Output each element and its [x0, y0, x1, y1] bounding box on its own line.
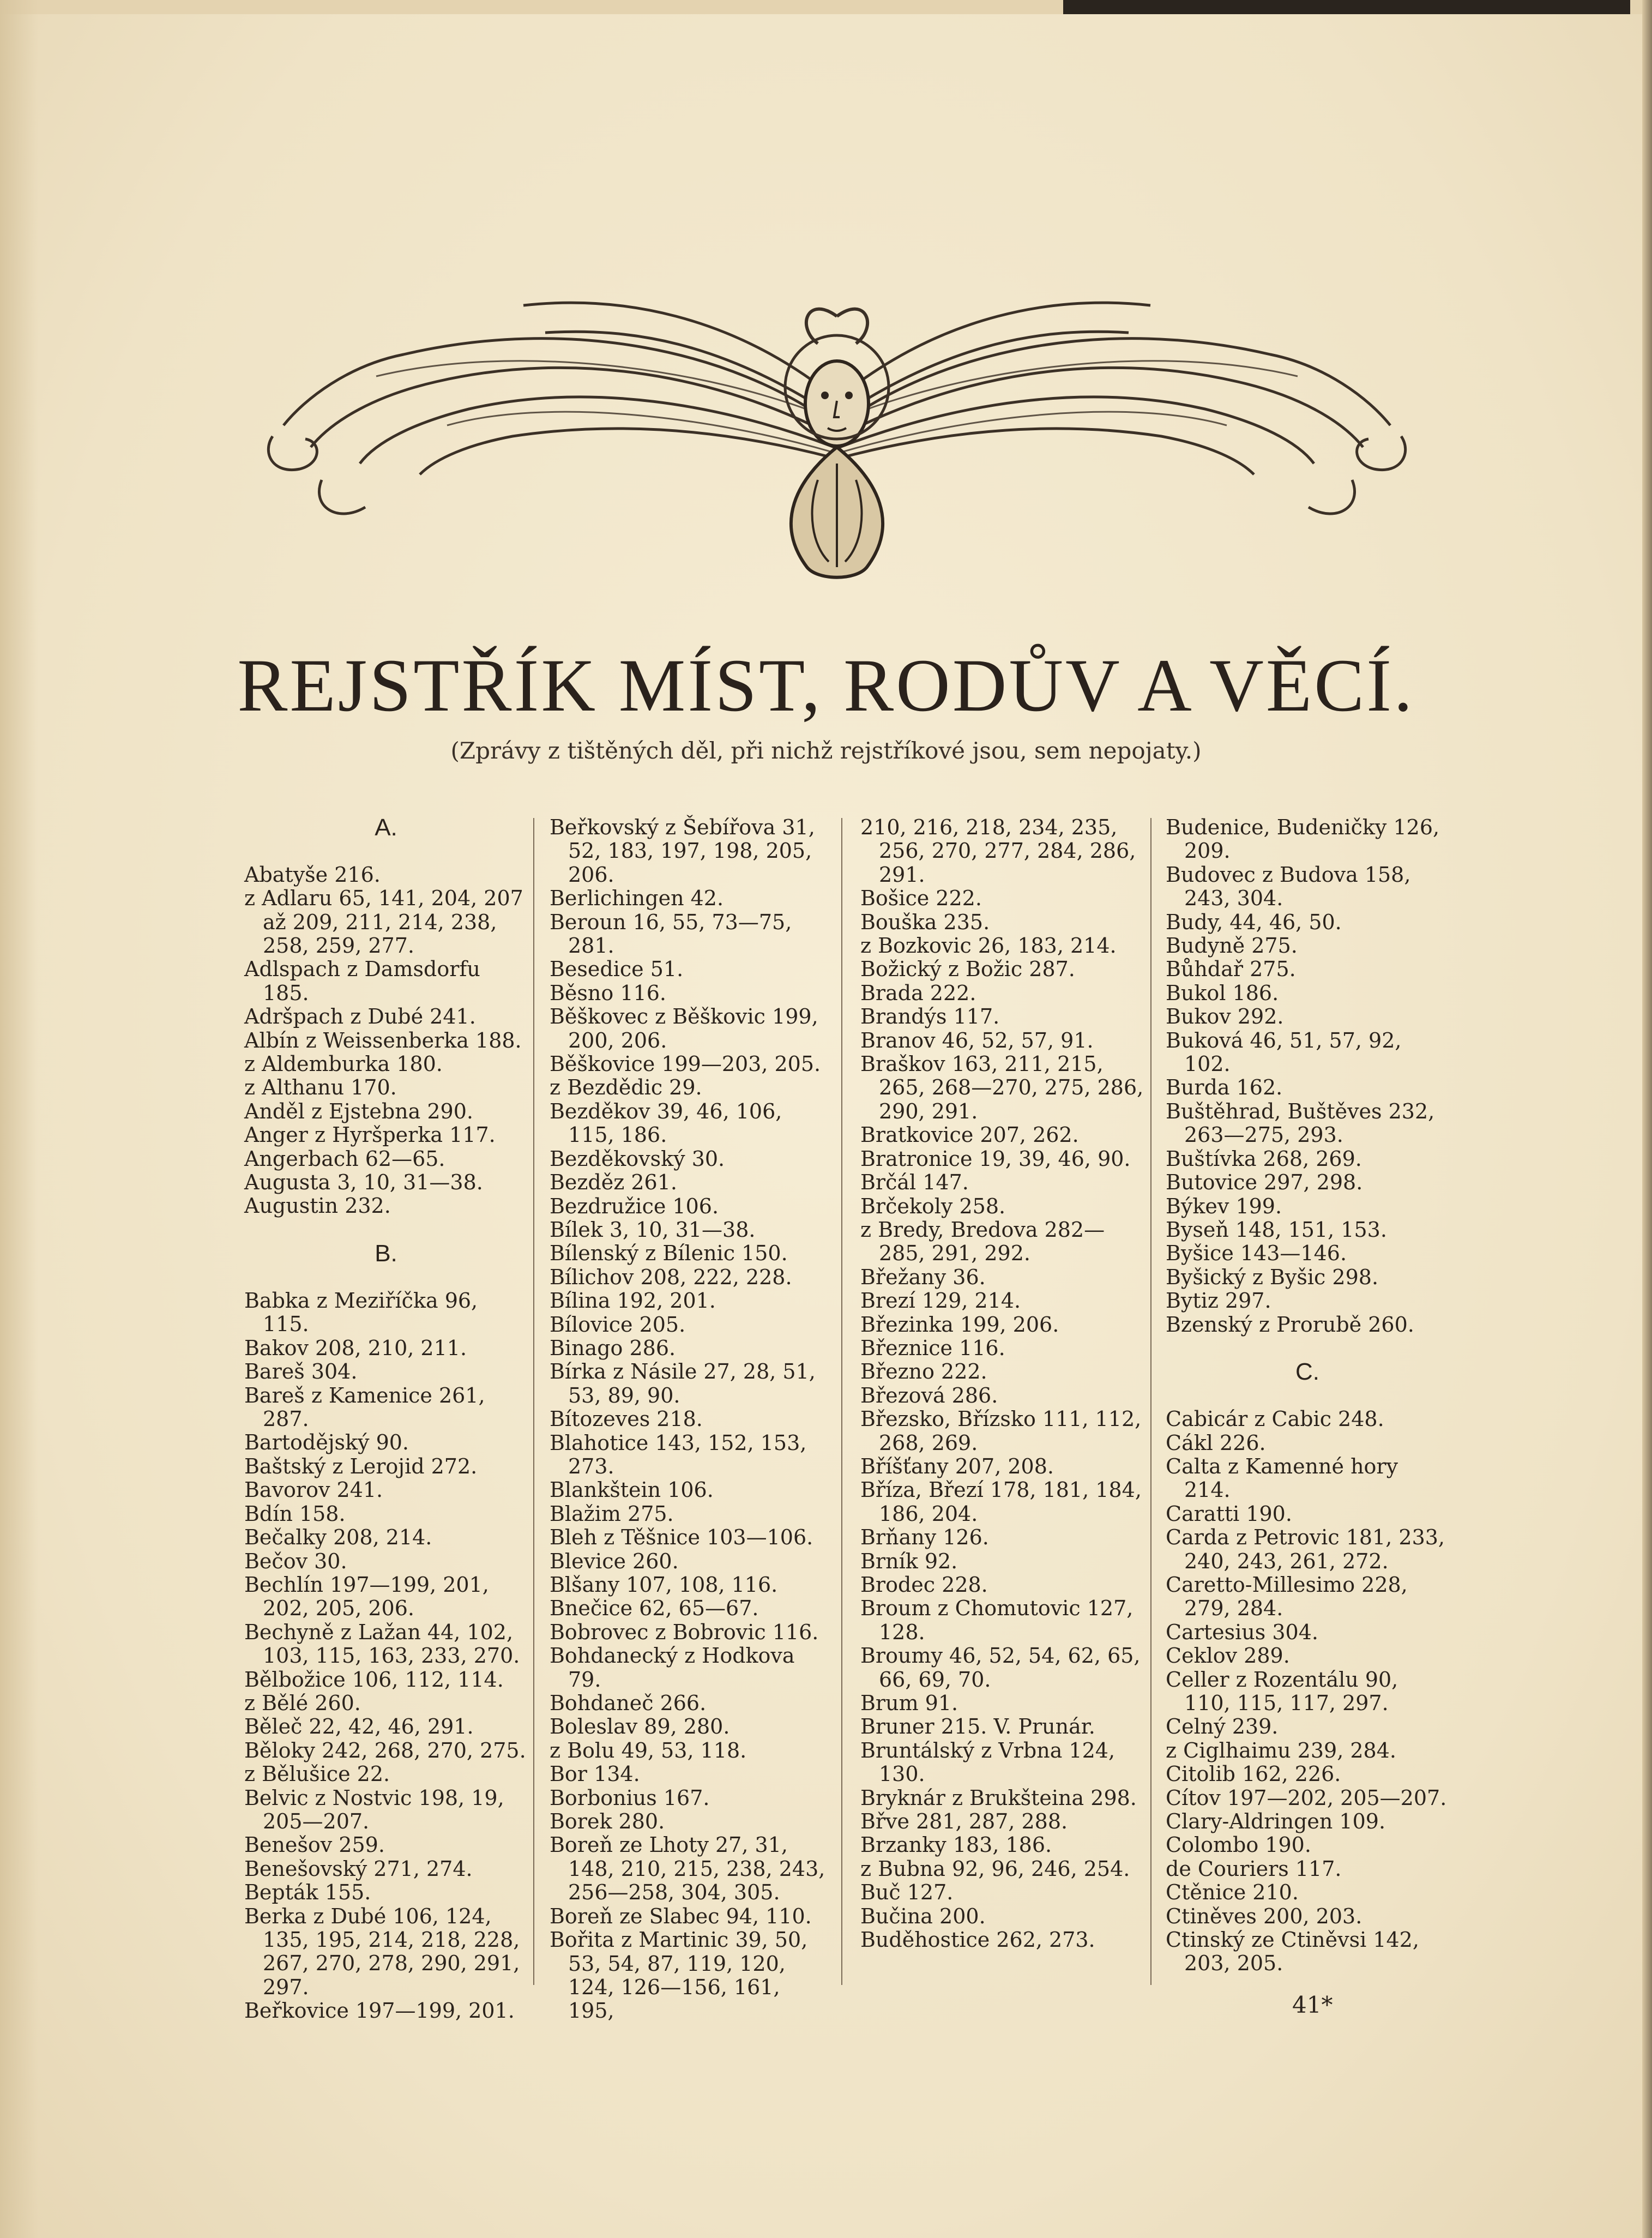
index-entry: Budy, 44, 46, 50.	[1166, 910, 1342, 934]
index-entry: Bříšťany 207, 208.	[860, 1454, 1054, 1478]
index-entry: Buková 46, 51, 57, 92, 102.	[1166, 1028, 1402, 1076]
index-entry: Adršpach z Dubé 241.	[244, 1004, 476, 1029]
index-entry: Bor 134.	[550, 1762, 640, 1786]
index-entry: z Bozkovic 26, 183, 214.	[860, 934, 1117, 958]
index-entry: Carda z Petrovic 181, 233, 240, 243, 261, 272.	[1166, 1525, 1445, 1573]
index-entry: Bdín 158.	[244, 1501, 346, 1526]
index-entry: Bříza, Březí 178, 181, 184, 186, 204.	[860, 1478, 1142, 1526]
page-title: REJSTŘÍK MÍST, RODŮV A VĚCÍ.	[237, 643, 1415, 727]
index-entry: Angerbach 62—65.	[244, 1146, 445, 1171]
index-entry: Borbonius 167.	[550, 1785, 710, 1810]
index-entry: Ceklov 289.	[1166, 1644, 1290, 1668]
index-entry: Bechlín 197—199, 201, 202, 205, 206.	[244, 1572, 489, 1621]
page-subtitle: (Zprávy z tištěných děl, při nichž rejstříkové jsou, sem nepojaty.)	[450, 737, 1202, 764]
index-entry: Caratti 190.	[1166, 1501, 1292, 1526]
index-entry: Celný 239.	[1166, 1714, 1279, 1739]
section-letter: A.	[375, 814, 397, 841]
index-entry: Cákl 226.	[1166, 1430, 1266, 1455]
index-entry: Běsno 116.	[550, 980, 666, 1005]
index-entry: Brčál 147.	[860, 1170, 969, 1195]
scan-border	[1063, 0, 1630, 14]
index-entry: 210, 216, 218, 234, 235, 256, 270, 277, 284, 286, 291.	[860, 815, 1136, 887]
winged-head-ornament-icon	[240, 284, 1434, 589]
index-entry: Bareš z Kamenice 261, 287.	[244, 1383, 485, 1431]
index-entry: Brum 91.	[860, 1691, 958, 1716]
index-entry: z Althanu 170.	[244, 1075, 397, 1100]
index-entry: z Bolu 49, 53, 118.	[550, 1738, 747, 1762]
index-entry: Byšice 143—146.	[1166, 1241, 1347, 1266]
index-entry: Bukol 186.	[1166, 980, 1279, 1005]
index-entry: Buč 127.	[860, 1880, 954, 1905]
index-entry: Brník 92.	[860, 1549, 958, 1573]
index-entry: Bezděkovský 30.	[550, 1146, 725, 1171]
index-entry: Bečov 30.	[244, 1549, 347, 1573]
index-entry: de Couriers 117.	[1166, 1856, 1342, 1881]
index-entry: Augustin 232.	[244, 1194, 391, 1218]
index-entry: Beřkovský z Šebířova 31, 52, 183, 197, 198, 205, 206.	[550, 815, 815, 887]
index-entry: z Ciglhaimu 239, 284.	[1166, 1738, 1396, 1762]
index-entry: Benešovský 271, 274.	[244, 1856, 473, 1881]
index-entry: Bobrovec z Bobrovic 116.	[550, 1620, 819, 1644]
index-entry: Brňany 126.	[860, 1525, 989, 1550]
index-entry: Brčekoly 258.	[860, 1194, 1006, 1218]
index-column-4	[1166, 816, 1449, 1976]
index-entry: Braškov 163, 211, 215, 265, 268—270, 275, 286, 290, 291.	[860, 1052, 1144, 1123]
index-entry: Calta z Kamenné hory 214.	[1166, 1454, 1398, 1502]
index-entry: Butovice 297, 298.	[1166, 1170, 1363, 1195]
index-entry: Bruntálský z Vrbna 124, 130.	[860, 1738, 1116, 1786]
index-column-1	[244, 816, 528, 2023]
index-entry: Býkev 199.	[1166, 1194, 1282, 1218]
index-entry: Bruner 215. V. Prunár.	[860, 1714, 1095, 1739]
index-entry: Buštěhrad, Buštěves 232, 263—275, 293.	[1166, 1099, 1435, 1147]
index-entry: Besedice 51.	[550, 957, 684, 982]
index-entry: Budyně 275.	[1166, 934, 1298, 958]
section-letter: B.	[375, 1240, 397, 1267]
index-entry: Blevice 260.	[550, 1549, 679, 1573]
index-entry: Budovec z Budova 158, 243, 304.	[1166, 862, 1411, 911]
index-entry: Běleč 22, 42, 46, 291.	[244, 1714, 474, 1739]
index-entry: Bepták 155.	[244, 1880, 371, 1905]
index-entry: Březsko, Břízsko 111, 112, 268, 269.	[860, 1407, 1142, 1455]
index-entry: Březinka 199, 206.	[860, 1312, 1059, 1337]
section-gap	[244, 839, 528, 863]
index-entry: Bělbožice 106, 112, 114.	[244, 1667, 504, 1692]
index-entry: Bratkovice 207, 262.	[860, 1123, 1079, 1147]
section-gap	[244, 1266, 528, 1289]
index-entry: Benešov 259.	[244, 1833, 385, 1857]
index-entry: Branov 46, 52, 57, 91.	[860, 1028, 1094, 1052]
index-entry: Bnečice 62, 65—67.	[550, 1596, 759, 1621]
index-entry: Beřkovice 197—199, 201.	[244, 1999, 515, 2023]
index-entry: Berlichingen 42.	[550, 886, 724, 911]
index-entry: Anger z Hyršperka 117.	[244, 1123, 496, 1147]
index-column-2	[550, 816, 830, 2023]
index-entry: Bareš 304.	[244, 1359, 358, 1384]
index-entry: Bílichov 208, 222, 228.	[550, 1265, 792, 1289]
index-entry: Broumy 46, 52, 54, 62, 65, 66, 69, 70.	[860, 1644, 1141, 1692]
index-entry: Bohdanecký z Hodkova 79.	[550, 1644, 795, 1692]
index-entry: Cítov 197—202, 205—207.	[1166, 1785, 1447, 1810]
index-entry: Cartesius 304.	[1166, 1620, 1318, 1644]
index-entry: Bleh z Těšnice 103—106.	[550, 1525, 813, 1550]
index-entry: Březnice 116.	[860, 1335, 1005, 1360]
index-entry: Bartodějský 90.	[244, 1430, 409, 1455]
index-entry: Brandýs 117.	[860, 1004, 1000, 1029]
index-entry: Boreň ze Lhoty 27, 31, 148, 210, 215, 238, 243, 256—258, 304, 305.	[550, 1833, 825, 1905]
index-entry: Bílovice 205.	[550, 1312, 686, 1337]
index-entry: Bítozeves 218.	[550, 1407, 703, 1431]
section-gap	[244, 1218, 528, 1242]
index-entry: Bzenský z Prorubě 260.	[1166, 1312, 1414, 1337]
index-entry: Belvic z Nostvic 198, 19, 205—207.	[244, 1785, 504, 1833]
index-entry: Bakov 208, 210, 211.	[244, 1335, 467, 1360]
page-spine-shadow	[1642, 0, 1652, 2238]
index-entry: Běloky 242, 268, 270, 275.	[244, 1738, 526, 1762]
index-entry: Bytiz 297.	[1166, 1289, 1271, 1313]
index-entry: Anděl z Ejstebna 290.	[244, 1099, 473, 1123]
index-entry: Blahotice 143, 152, 153, 273.	[550, 1430, 807, 1478]
section-gap	[1166, 1337, 1449, 1360]
index-entry: Berka z Dubé 106, 124, 135, 195, 214, 218, 228, 267, 270, 278, 290, 291, 297.	[244, 1904, 520, 1999]
index-entry: Boleslav 89, 280.	[550, 1714, 730, 1739]
index-entry: Bučina 200.	[860, 1904, 986, 1928]
index-entry: Bechyně z Lažan 44, 102, 103, 115, 163, 233, 270.	[244, 1620, 520, 1668]
index-entry: Brezí 129, 214.	[860, 1289, 1021, 1313]
index-entry: Březová 286.	[860, 1383, 998, 1407]
index-entry: Celler z Rozentálu 90, 110, 115, 117, 297.	[1166, 1667, 1398, 1715]
index-entry: Clary-Aldringen 109.	[1166, 1809, 1386, 1834]
index-entry: Bouška 235.	[860, 910, 990, 934]
section-letter: C.	[1295, 1358, 1319, 1386]
index-entry: Bílenský z Bílenic 150.	[550, 1241, 788, 1266]
index-entry: Běškovec z Běškovic 199, 200, 206.	[550, 1004, 818, 1052]
index-entry: Buštívka 268, 269.	[1166, 1146, 1362, 1171]
index-entry: Adlspach z Damsdorfu 185.	[244, 957, 480, 1005]
index-entry: Bílina 192, 201.	[550, 1289, 716, 1313]
index-entry: Budenice, Budeničky 126, 209.	[1166, 815, 1440, 863]
index-entry: Brzanky 183, 186.	[860, 1833, 1052, 1857]
index-entry: Březno 222.	[860, 1359, 987, 1384]
index-entry: Broum z Chomutovic 127, 128.	[860, 1596, 1134, 1644]
index-entry: Bezděz 261.	[550, 1170, 677, 1195]
index-entry: Baštský z Lerojid 272.	[244, 1454, 478, 1478]
index-entry: Božický z Božic 287.	[860, 957, 1075, 982]
index-entry: z Bezdědic 29.	[550, 1075, 702, 1100]
index-entry: z Bubna 92, 96, 246, 254.	[860, 1856, 1130, 1881]
index-entry: Ctinský ze Ctiněvsi 142, 203, 205.	[1166, 1928, 1419, 1976]
index-entry: Bošice 222.	[860, 886, 982, 911]
index-entry: Byšický z Byšic 298.	[1166, 1265, 1379, 1289]
index-entry: Břežany 36.	[860, 1265, 986, 1289]
index-entry: Ctěnice 210.	[1166, 1880, 1299, 1905]
index-entry: z Aldemburka 180.	[244, 1052, 443, 1076]
index-entry: Augusta 3, 10, 31—38.	[244, 1170, 483, 1195]
index-entry: Brodec 228.	[860, 1573, 988, 1597]
index-entry: Abatyše 216.	[244, 862, 381, 887]
index-entry: Bezděkov 39, 46, 106, 115, 186.	[550, 1099, 782, 1147]
page-left-shadow	[0, 0, 38, 2238]
index-entry: Bezdružice 106.	[550, 1194, 719, 1218]
column-rule	[841, 818, 842, 1985]
index-entry: Blšany 107, 108, 116.	[550, 1573, 778, 1597]
index-entry: Bohdaneč 266.	[550, 1691, 707, 1716]
index-entry: Babka z Meziříčka 96, 115.	[244, 1289, 478, 1337]
index-entry: Břve 281, 287, 288.	[860, 1809, 1068, 1834]
index-entry: Ctiněves 200, 203.	[1166, 1904, 1362, 1928]
index-entry: z Bělé 260.	[244, 1690, 361, 1715]
index-entry: Borek 280.	[550, 1809, 665, 1834]
index-entry: Bořita z Martinic 39, 50, 53, 54, 87, 119, 120, 124, 126—156, 161, 195,	[550, 1928, 808, 2023]
index-entry: Boreň ze Slabec 94, 110.	[550, 1904, 812, 1928]
index-entry: Blankštein 106.	[550, 1478, 714, 1502]
column-rule	[533, 818, 534, 1985]
index-entry: Byseň 148, 151, 153.	[1166, 1217, 1387, 1242]
index-entry: Colombo 190.	[1166, 1833, 1311, 1857]
index-entry: Bečalky 208, 214.	[244, 1525, 432, 1550]
index-entry: Caretto-Millesimo 228, 279, 284.	[1166, 1572, 1408, 1621]
index-entry: Buděhostice 262, 273.	[860, 1928, 1095, 1952]
index-entry: Bukov 292.	[1166, 1004, 1284, 1029]
index-entry: Blažim 275.	[550, 1501, 674, 1526]
index-entry: Albín z Weissenberka 188.	[244, 1028, 522, 1052]
index-column-3	[860, 816, 1144, 1952]
index-entry: z Adlaru 65, 141, 204, 207 až 209, 211, 214, 238, 258, 259, 277.	[244, 886, 523, 958]
index-entry: z Bredy, Bredova 282—285, 291, 292.	[860, 1217, 1105, 1266]
index-entry: Burda 162.	[1166, 1075, 1283, 1100]
section-gap	[1166, 1384, 1449, 1407]
index-entry: Běškovice 199—203, 205.	[550, 1052, 821, 1076]
index-entry: Bryknár z Brukšteina 298.	[860, 1785, 1137, 1810]
index-entry: Cabicár z Cabic 248.	[1166, 1407, 1384, 1431]
page-number: 41*	[1292, 1992, 1333, 2018]
index-entry: Bavorov 241.	[244, 1478, 383, 1502]
index-entry: Bílek 3, 10, 31—38.	[550, 1217, 756, 1242]
index-entry: Citolib 162, 226.	[1166, 1762, 1341, 1786]
index-entry: Bírka z Násile 27, 28, 51, 53, 89, 90.	[550, 1359, 816, 1407]
index-entry: Bratronice 19, 39, 46, 90.	[860, 1146, 1131, 1171]
index-entry: Binago 286.	[550, 1335, 676, 1360]
index-entry: Bůhdař 275.	[1166, 957, 1296, 982]
index-entry: z Bělušice 22.	[244, 1762, 390, 1786]
index-entry: Beroun 16, 55, 73—75, 281.	[550, 910, 792, 958]
column-rule	[1150, 818, 1151, 1985]
index-entry: Brada 222.	[860, 980, 976, 1005]
